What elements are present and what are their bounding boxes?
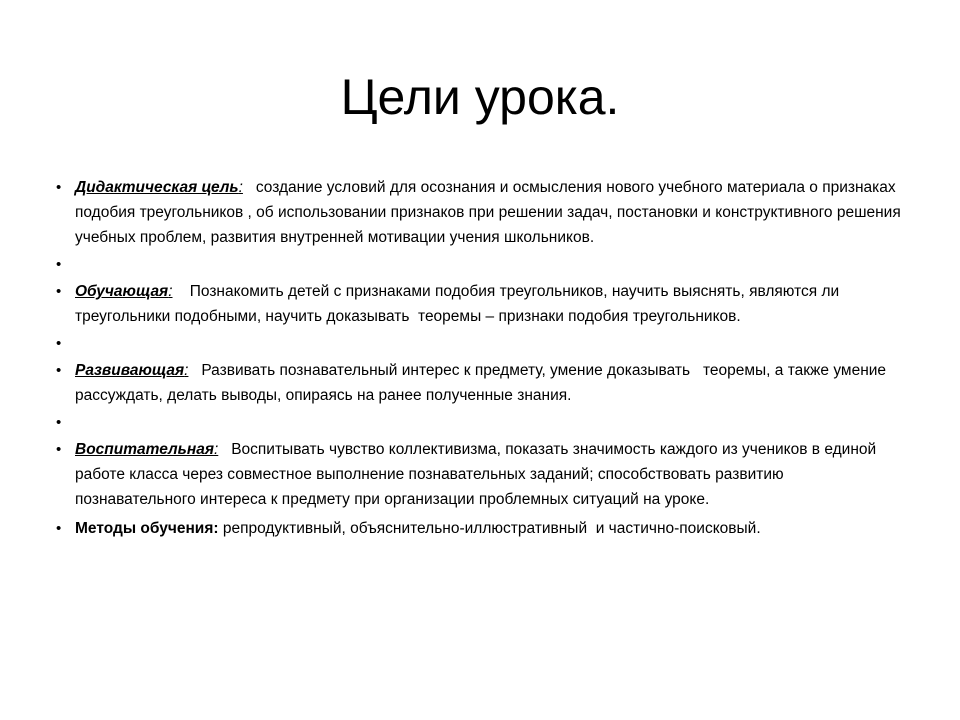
bullet-heading: Дидактическая цель xyxy=(75,179,239,196)
bullet-heading: Воспитательная xyxy=(75,441,214,458)
bullet-dot-icon: • xyxy=(56,283,62,300)
bullet-developing-goal xyxy=(56,358,906,408)
bullet-dot-icon: • xyxy=(56,414,62,431)
bullet-separator: : xyxy=(213,441,219,458)
bullet-dot-icon: • xyxy=(56,441,62,458)
bullet-upbringing-goal xyxy=(56,437,906,512)
bullet-dot-icon: • xyxy=(56,520,62,537)
goals-list xyxy=(56,175,906,543)
bullet-text: репродуктивный, объяснительно-иллюстративный и частично-поисковый. xyxy=(218,520,761,537)
bullet-dot-icon: • xyxy=(56,362,62,379)
bullet-text: Развивать познавательный интерес к предмету, умение доказывать теоремы, а также умение рассуждать, делать выводы, опираясь на ранее полученные знания. xyxy=(75,362,891,404)
bullet-separator: : xyxy=(238,179,243,196)
bullet-text: Познакомить детей с признаками подобия треугольников, научить выяснять, являются ли треугольники подобными, научить доказывать теоремы – признаки подобия треугольников. xyxy=(75,283,844,325)
bullet-separator: : xyxy=(168,283,173,300)
bullet-teaching-methods xyxy=(56,516,906,541)
bullet-dot-icon: • xyxy=(56,335,62,352)
bullet-heading: Методы обучения: xyxy=(75,520,219,537)
bullet-teaching-goal xyxy=(56,279,906,329)
slide-title: Цели урока. xyxy=(340,69,620,125)
bullet-dot-icon: • xyxy=(56,256,62,273)
bullet-didactic-goal xyxy=(56,175,906,250)
bullet-dot-icon: • xyxy=(56,179,62,196)
empty-bullet xyxy=(56,331,906,356)
bullet-heading: Обучающая xyxy=(75,283,169,300)
bullet-text: Воспитывать чувство коллективизма, показать значимость каждого из учеников в единой работе класса через совместное выполнение познавательных заданий; способствовать развитию познавательного интереса к предмету при организации проблемных ситуаций на уроке. xyxy=(75,441,881,508)
bullet-separator: : xyxy=(184,362,189,379)
empty-bullet xyxy=(56,410,906,435)
bullet-text: создание условий для осознания и осмысления нового учебного материала о признаках подобия треугольников , об использовании признаков при решении задач, постановки и конструктивного решения учебных проблем, развития внутренней мотивации учения школьников. xyxy=(75,179,906,246)
bullet-heading: Развивающая xyxy=(75,362,185,379)
empty-bullet xyxy=(56,252,906,277)
